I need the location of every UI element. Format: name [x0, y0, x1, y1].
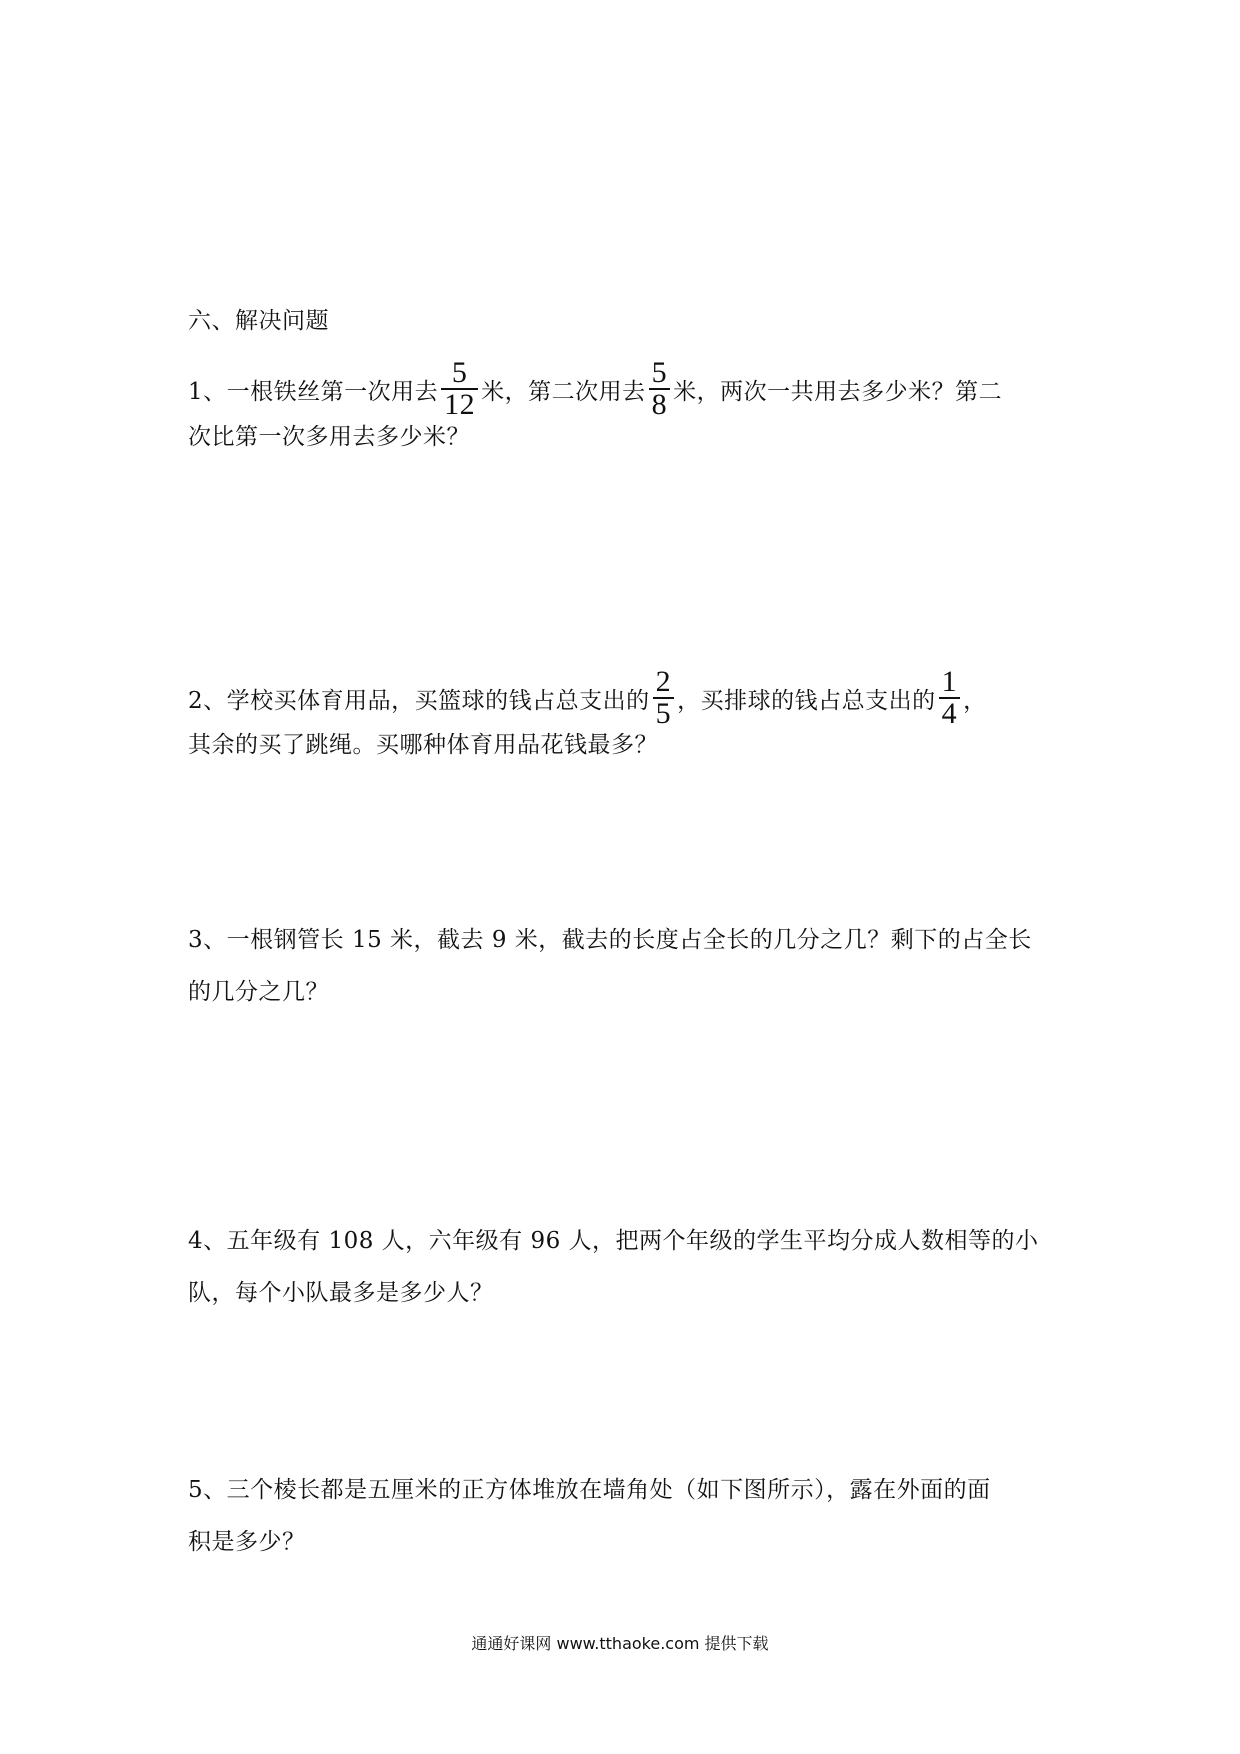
problem-2-text-b: ，买排球的钱占总支出的	[677, 688, 936, 714]
problem-2-text-a: 2、学校买体育用品，买篮球的钱占总支出的	[188, 688, 650, 714]
fraction-2-5	[653, 667, 675, 729]
fraction-5-12	[441, 358, 478, 420]
problem-3-line-2: 的几分之几？	[188, 979, 329, 1005]
fraction-numerator: 1	[939, 667, 961, 699]
problem-5-line-1: 5、三个棱长都是五厘米的正方体堆放在墙角处（如下图所示），露在外面的面	[188, 1477, 991, 1503]
fraction-denominator: 8	[651, 388, 668, 421]
section-title: 六、解决问题	[188, 308, 329, 334]
page-footer: 通通好课网 www.tthaoke.com 提供下载	[471, 1634, 769, 1653]
fraction-numerator: 2	[653, 667, 675, 699]
problem-4-line-1: 4、五年级有 108 人，六年级有 96 人，把两个年级的学生平均分成人数相等的小	[188, 1228, 1039, 1254]
fraction-1-4	[939, 667, 961, 729]
problem-1-text-c: 米，两次一共用去多少米？第二	[673, 379, 1003, 405]
fraction-denominator: 12	[444, 388, 476, 421]
fraction-numerator: 5	[649, 358, 671, 390]
problem-1-line-1	[188, 356, 1003, 424]
problem-2-line-2: 其余的买了跳绳。买哪种体育用品花钱最多？	[188, 732, 658, 758]
problem-1-text-a: 1、一根铁丝第一次用去	[188, 379, 439, 405]
fraction-numerator: 5	[441, 358, 478, 390]
problem-2-line-1	[188, 665, 987, 733]
problem-4-line-2: 队，每个小队最多是多少人？	[188, 1280, 494, 1306]
fraction-5-8	[649, 358, 671, 420]
problem-2-text-c: ，	[963, 688, 987, 714]
problem-1-text-b: 米，第二次用去	[481, 379, 646, 405]
fraction-denominator: 5	[655, 697, 672, 730]
problem-1-line-2: 次比第一次多用去多少米？	[188, 424, 470, 450]
problem-3-line-1: 3、一根钢管长 15 米，截去 9 米，截去的长度占全长的几分之几？剩下的占全长	[188, 927, 1032, 953]
problem-5-line-2: 积是多少？	[188, 1529, 306, 1555]
fraction-denominator: 4	[941, 697, 958, 730]
